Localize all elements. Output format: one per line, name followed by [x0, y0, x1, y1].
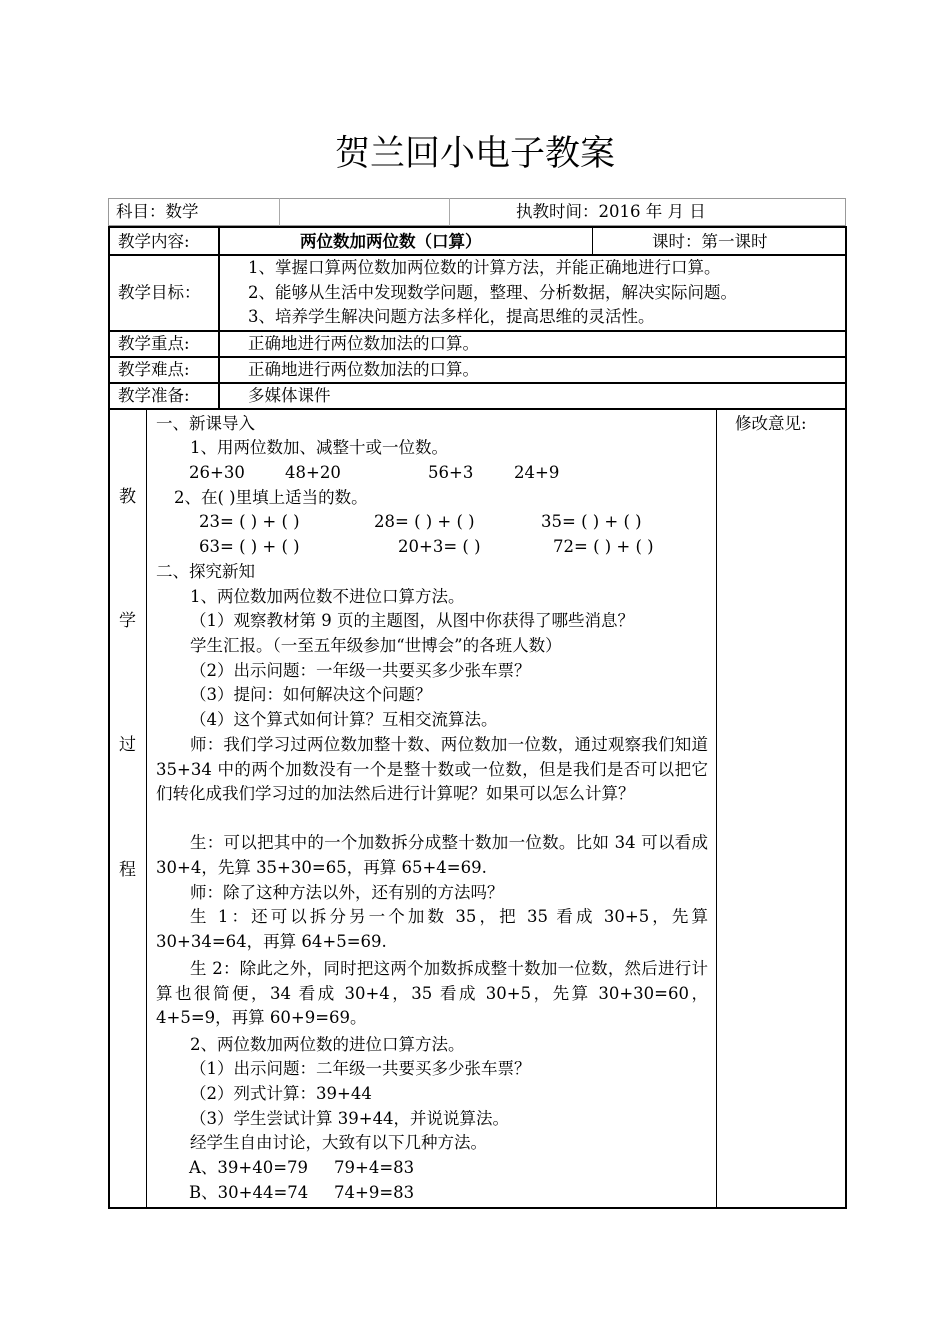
content-label: 教学内容:: [118, 232, 190, 251]
goals-label: 教学目标：: [118, 283, 201, 302]
expr: 56+3: [428, 463, 474, 482]
prep-label: 教学准备:: [118, 386, 190, 405]
paragraph: 师：除了这种方法以外，还有别的方法吗？: [190, 883, 504, 902]
expr: 72= ( ) + ( ): [553, 537, 654, 556]
comment-label: 修改意见:: [735, 414, 807, 433]
process-line: （4）这个算式如何计算？互相交流算法。: [190, 710, 498, 729]
process-line: （3）提问：如何解决这个问题？: [190, 685, 432, 704]
process-line: （3）学生尝试计算 39+44，并说说算法。: [190, 1109, 510, 1128]
goal-item: 3、培养学生解决问题方法多样化，提高思维的灵活性。: [248, 307, 655, 326]
key-label: 教学重点:: [118, 334, 190, 353]
process-line: （2）列式计算：39+44: [190, 1084, 372, 1103]
process-side-char: 教: [119, 487, 136, 507]
expr: 23= ( ) + ( ): [199, 512, 300, 531]
process-line: （2）出示问题：一年级一共要买多少张车票？: [190, 661, 531, 680]
difficulty-value: 正确地进行两位数加法的口算。: [248, 360, 479, 379]
goal-item: 2、能够从生活中发现数学问题，整理、分析数据，解决实际问题。: [248, 283, 737, 302]
process-line: 学生汇报。（一至五年级参加“世博会”的各班人数）: [190, 636, 562, 655]
expr: 20+3= ( ): [398, 537, 481, 556]
process-side-char: 学: [119, 611, 136, 631]
prep-value: 多媒体课件: [248, 386, 331, 405]
expr: 74+9=83: [334, 1183, 415, 1202]
paragraph: 生 2：除此之外，同时把这两个加数拆成整十数加一位数，然后进行计算也很简便，34 看成 30+4，35 看成 30+5，先算 30+30=60，4+5=9，再算 60+9=69。: [156, 959, 708, 1027]
process-line: 1、用两位数加、减整十或一位数。: [190, 438, 448, 457]
expr: 35= ( ) + ( ): [541, 512, 642, 531]
period-label: 课时：第一课时: [652, 232, 768, 251]
key-value: 正确地进行两位数加法的口算。: [248, 334, 479, 353]
process-line: 2、在( )里填上适当的数。: [174, 488, 368, 507]
paragraph: 生 1：还可以拆分另一个加数 35，把 35 看成 30+5，先算 30+34=64，再算 64+5=69.: [156, 907, 708, 951]
expr: A、39+40=79: [189, 1158, 309, 1177]
process-side-char: 程: [119, 860, 136, 880]
expr: 24+9: [514, 463, 560, 482]
goal-item: 1、掌握口算两位数加两位数的计算方法，并能正确地进行口算。: [248, 258, 721, 277]
process-line: 1、两位数加两位数不进位口算方法。: [190, 587, 465, 606]
process-side-char: 过: [119, 735, 136, 755]
expr: 26+30: [189, 463, 245, 482]
process-line: 2、两位数加两位数的进位口算方法。: [190, 1035, 465, 1054]
teach-time-label: 执教时间：2016 年 月 日: [516, 202, 706, 221]
expr: 63= ( ) + ( ): [199, 537, 300, 556]
page-title: 贺兰回小电子教案: [334, 134, 615, 174]
paragraph: 师：我们学习过两位数加整十数、两位数加一位数，通过观察我们知道 35+34 中的两个加数没有一个是整十数或一位数，但是我们是否可以把它们转化成我们学习过的加法然后进行计算呢？如果可以怎么计算？: [156, 735, 708, 803]
paragraph: 生：可以把其中的一个加数拆分成整十数加一位数。比如 34 可以看成 30+4，先算 35+30=65，再算 65+4=69.: [156, 833, 708, 877]
expr: 79+4=83: [334, 1158, 415, 1177]
difficulty-label: 教学难点:: [118, 360, 190, 379]
expr: 48+20: [285, 463, 341, 482]
expr: B、30+44=74: [189, 1183, 309, 1202]
process-line: （1）观察教材第 9 页的主题图，从图中你获得了哪些消息？: [190, 611, 634, 630]
expr: 28= ( ) + ( ): [374, 512, 475, 531]
subject-label: 科目：数学: [116, 202, 199, 221]
process-line: 经学生自由讨论，大致有以下几种方法。: [190, 1133, 487, 1152]
header-row: [108, 198, 846, 226]
process-line: （1）出示问题：二年级一共要买多少张车票？: [190, 1059, 531, 1078]
section-heading: 一、新课导入: [156, 414, 255, 433]
content-value: 两位数加两位数（口算）: [300, 232, 482, 251]
section-heading: 二、探究新知: [156, 562, 255, 581]
